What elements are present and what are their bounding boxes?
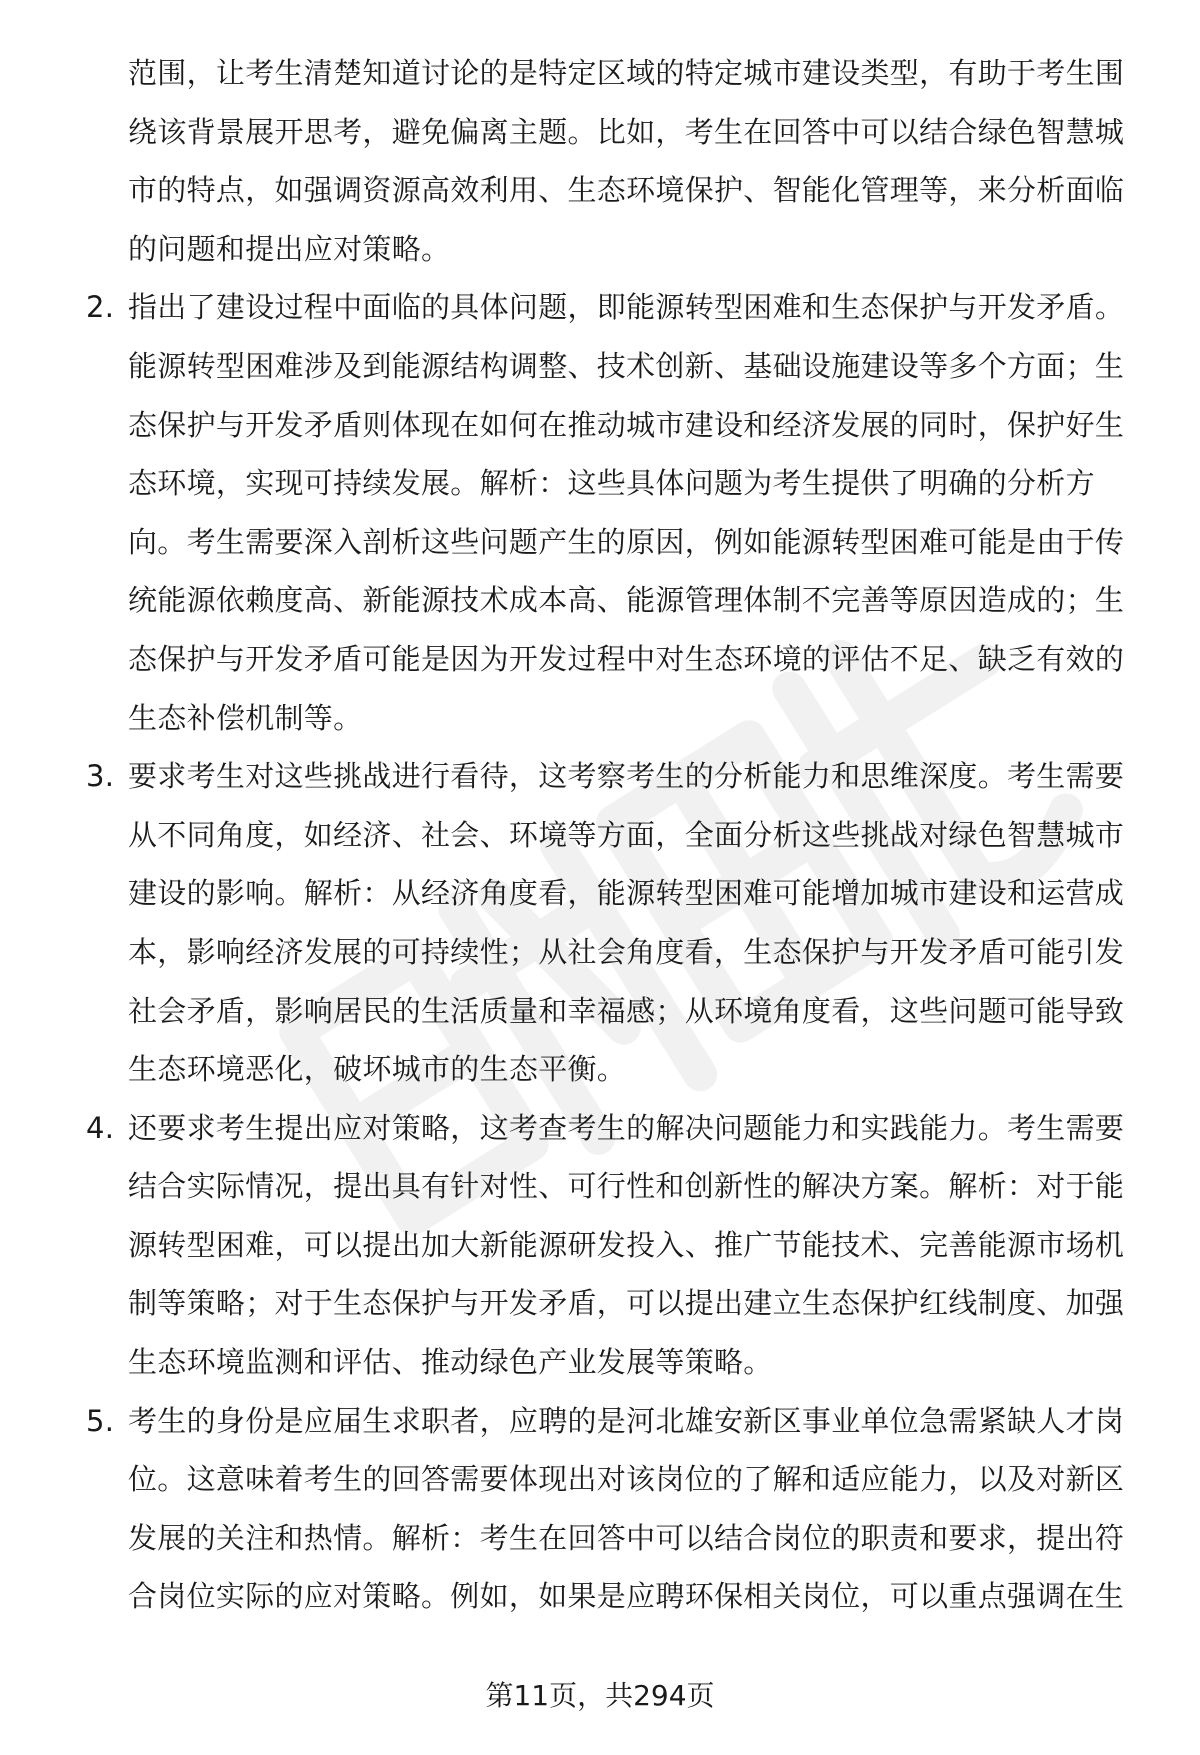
text-line: 范围，让考生清楚知道讨论的是特定区域的特定城市建设类型，有助于考生围 <box>128 56 1125 90</box>
text-line: 从不同角度，如经济、社会、环境等方面，全面分析这些挑战对绿色智慧城市 <box>128 817 1125 852</box>
list-item <box>86 747 1136 1099</box>
document-body <box>86 44 1136 1626</box>
intro-paragraph <box>86 44 1136 278</box>
list-number: 5. <box>86 1403 115 1438</box>
text-line: 合岗位实际的应对策略。例如，如果是应聘环保相关岗位，可以重点强调在生 <box>128 1579 1125 1614</box>
text-line: 发展的关注和热情。解析：考生在回答中可以结合岗位的职责和要求，提出符 <box>128 1520 1125 1555</box>
text-line: 本，影响经济发展的可持续性；从社会角度看，生态保护与开发矛盾可能引发 <box>128 934 1125 969</box>
text-line: 市的特点，如强调资源高效利用、生态环境保护、智能化管理等，来分析面临 <box>128 173 1125 208</box>
text-line: 还要求考生提出应对策略，这考查考生的解决问题能力和实践能力。考生需要 <box>128 1110 1125 1145</box>
text-line: 向。考生需要深入剖析这些问题产生的原因，例如能源转型困难可能是由于传 <box>128 524 1125 559</box>
text-line: 生态补偿机制等。 <box>128 700 363 735</box>
page-number: 第11页，共294页 <box>485 1679 715 1712</box>
text-line: 结合实际情况，提出具有针对性、可行性和创新性的解决方案。解析：对于能 <box>128 1169 1125 1204</box>
text-line: 指出了建设过程中面临的具体问题，即能源转型困难和生态保护与开发矛盾。 <box>128 290 1125 325</box>
list-number: 3. <box>86 759 115 794</box>
text-line: 态保护与开发矛盾可能是因为开发过程中对生态环境的评估不足、缺乏有效的 <box>128 641 1125 676</box>
list-number: 4. <box>86 1110 115 1145</box>
list-item <box>86 1099 1136 1392</box>
text-line: 能源转型困难涉及到能源结构调整、技术创新、基础设施建设等多个方面；生 <box>128 348 1125 383</box>
text-line: 态环境，实现可持续发展。解析：这些具体问题为考生提供了明确的分析方 <box>128 466 1095 501</box>
text-line: 绕该背景展开思考，避免偏离主题。比如，考生在回答中可以结合绿色智慧城 <box>128 114 1125 149</box>
text-line: 统能源依赖度高、新能源技术成本高、能源管理体制不完善等原因造成的；生 <box>128 583 1125 618</box>
list-item <box>86 278 1136 747</box>
text-line: 要求考生对这些挑战进行看待，这考察考生的分析能力和思维深度。考生需要 <box>128 759 1125 794</box>
text-line: 的问题和提出应对策略。 <box>128 231 451 266</box>
text-line: 生态环境恶化，破坏城市的生态平衡。 <box>128 1052 627 1087</box>
text-line: 位。这意味着考生的回答需要体现出对该岗位的了解和适应能力，以及对新区 <box>128 1462 1125 1497</box>
text-line: 制等策略；对于生态保护与开发矛盾，可以提出建立生态保护红线制度、加强 <box>128 1286 1125 1321</box>
text-line: 建设的影响。解析：从经济角度看，能源转型困难可能增加城市建设和运营成 <box>128 876 1125 911</box>
list-number: 2. <box>86 290 115 325</box>
text-line: 社会矛盾，影响居民的生活质量和幸福感；从环境角度看，这些问题可能导致 <box>128 993 1125 1028</box>
list-item <box>86 1392 1136 1626</box>
text-line: 生态环境监测和评估、推动绿色产业发展等策略。 <box>128 1345 773 1380</box>
text-line: 考生的身份是应届生求职者，应聘的是河北雄安新区事业单位急需紧缺人才岗 <box>128 1403 1125 1438</box>
text-line: 源转型困难，可以提出加大新能源研发投入、推广节能技术、完善能源市场机 <box>128 1227 1125 1262</box>
text-line: 态保护与开发矛盾则体现在如何在推动城市建设和经济发展的同时，保护好生 <box>128 407 1125 442</box>
